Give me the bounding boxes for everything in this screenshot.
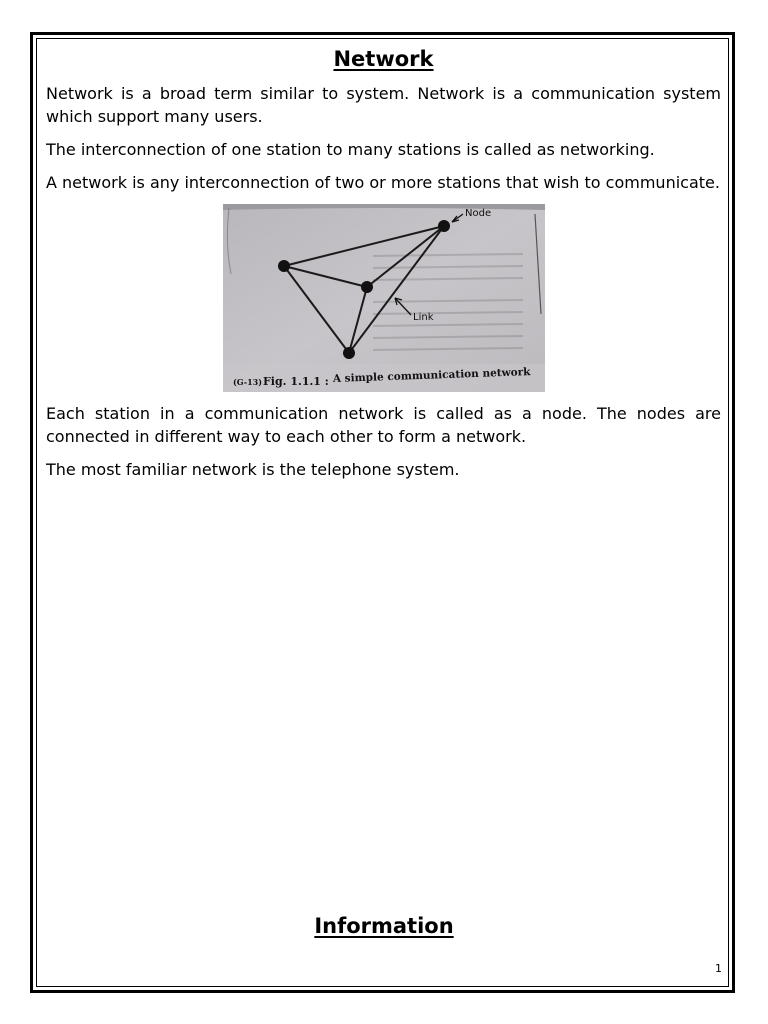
- page-title: Network: [333, 47, 434, 71]
- figure-caption-prefix: (G-13): [233, 377, 263, 387]
- page-number: 1: [715, 962, 722, 975]
- section-title-information: Information: [314, 914, 454, 938]
- node-left: [278, 260, 290, 272]
- paragraph-node-definition: Each station in a communication network is called as a node. The nodes are connected in different way to each other to form a network.: [46, 404, 721, 446]
- figure-link-label: Link: [413, 312, 434, 323]
- paragraph-telephone-system: The most familiar network is the telephone system.: [46, 460, 460, 479]
- node-center: [361, 281, 373, 293]
- paragraph-networking-definition: The interconnection of one station to many stations is called as networking.: [46, 140, 655, 159]
- figure-caption-number: Fig. 1.1.1 :: [263, 375, 329, 388]
- node-top: [438, 220, 450, 232]
- figure-photo-background: [223, 204, 545, 392]
- paragraph-network-interconnection: A network is any interconnection of two or more stations that wish to communicate.: [46, 173, 720, 192]
- figure-node-label: Node: [465, 208, 492, 219]
- network-figure: [223, 204, 545, 392]
- figure-caption-text: A simple communication network: [332, 366, 531, 385]
- paragraph-network-definition: Network is a broad term similar to system. Network is a communication system which support many users.: [46, 84, 721, 126]
- page-content: [46, 44, 721, 491]
- node-bottom: [343, 347, 355, 359]
